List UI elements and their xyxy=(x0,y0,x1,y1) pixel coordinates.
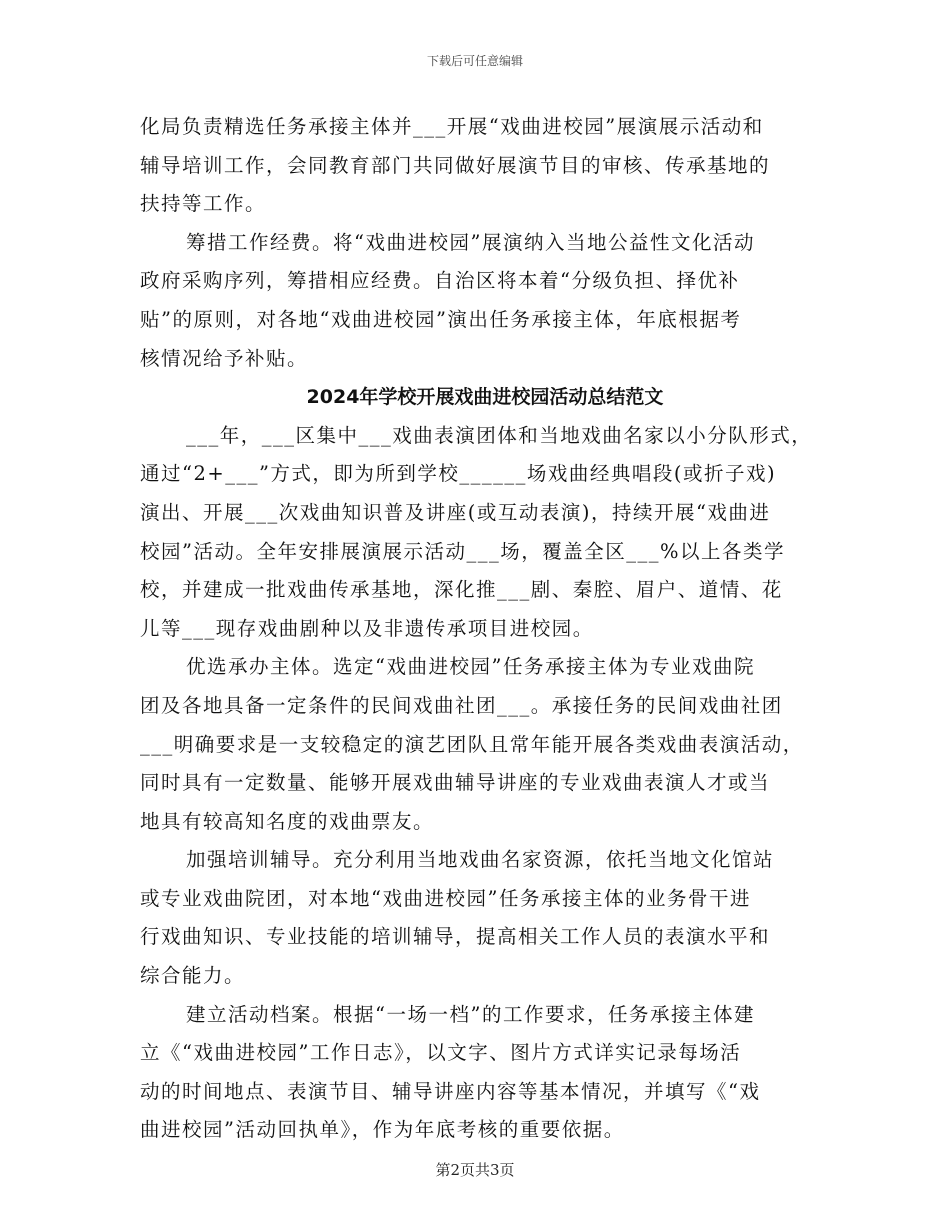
section-title: 2024年学校开展戏曲进校园活动总结范文 xyxy=(306,386,664,409)
text-line: 地具有较高知名度的戏曲票友。 xyxy=(140,809,435,833)
text-line: 筹措工作经费。将“戏曲进校园”展演纳入当地公益性文化活动 xyxy=(186,230,755,254)
text-line: 行戏曲知识、专业技能的培训辅导，提高相关工作人员的表演水平和 xyxy=(140,925,771,949)
text-line: 演出、开展___次戏曲知识普及讲座(或互动表演)，持续开展“戏曲进 xyxy=(140,500,771,524)
text-line: 综合能力。 xyxy=(140,964,246,988)
text-line: 或专业戏曲院团，对本地“戏曲进校园”任务承接主体的业务骨干进 xyxy=(140,886,751,910)
text-line: 加强培训辅导。充分利用当地戏曲名家资源，依托当地文化馆站 xyxy=(186,848,775,872)
text-line: 动的时间地点、表演节目、辅导讲座内容等基本情况，并填写《“戏 xyxy=(140,1079,761,1103)
text-line: 政府采购序列，筹措相应经费。自治区将本着“分级负担、择优补 xyxy=(140,269,740,293)
text-line: ___年，___区集中___戏曲表演团体和当地戏曲名家以小分队形式， xyxy=(186,423,813,447)
text-line: 扶持等工作。 xyxy=(140,192,267,216)
text-line: 建立活动档案。根据“一场一档”的工作要求，任务承接主体建 xyxy=(186,1002,755,1026)
text-line: 同时具有一定数量、能够开展戏曲辅导讲座的专业戏曲表演人才或当 xyxy=(140,771,771,795)
document-body xyxy=(140,108,830,1150)
paragraph xyxy=(140,224,830,378)
text-line: 团及各地具备一定条件的民间戏曲社团___。承接任务的民间戏曲社团 xyxy=(140,693,783,717)
text-line: 校，并建成一批戏曲传承基地，深化推___剧、秦腔、眉户、道情、花 xyxy=(140,578,783,602)
text-line: 曲进校园”活动回执单》，作为年底考核的重要依据。 xyxy=(140,1118,625,1142)
paragraph xyxy=(140,648,830,841)
text-line: 辅导培训工作，会同教育部门共同做好展演节目的审核、传承基地的 xyxy=(140,153,771,177)
paragraph xyxy=(140,108,830,224)
page-header: 下载后可任意编辑 xyxy=(426,54,523,68)
text-line: 儿等___现存戏曲剧种以及非遗传承项目进校园。 xyxy=(140,616,594,640)
paragraph xyxy=(140,996,830,1150)
text-line: 贴”的原则，对各地“戏曲进校园”演出任务承接主体，年底根据考 xyxy=(140,307,742,331)
text-line: 校园”活动。全年安排展演展示活动___场，覆盖全区___%以上各类学 xyxy=(140,539,785,563)
paragraph xyxy=(140,841,830,995)
text-line: 通过“2+___”方式，即为所到学校______场戏曲经典唱段(或折子戏) xyxy=(140,462,777,486)
text-line: 化局负责精选任务承接主体并___开展“戏曲进校园”展演展示活动和 xyxy=(140,115,764,138)
text-line: 优选承办主体。选定“戏曲进校园”任务承接主体为专业戏曲院 xyxy=(186,655,755,679)
text-line: 核情况给予补贴。 xyxy=(140,346,309,370)
paragraph xyxy=(140,417,830,649)
text-line: ___明确要求是一支较稳定的演艺团队且常年能开展各类戏曲表演活动， xyxy=(140,732,804,756)
text-line: 立《“戏曲进校园”工作日志》，以文字、图片方式详实记录每场活 xyxy=(140,1041,742,1065)
page-footer: 第2页共3页 xyxy=(435,1161,515,1179)
